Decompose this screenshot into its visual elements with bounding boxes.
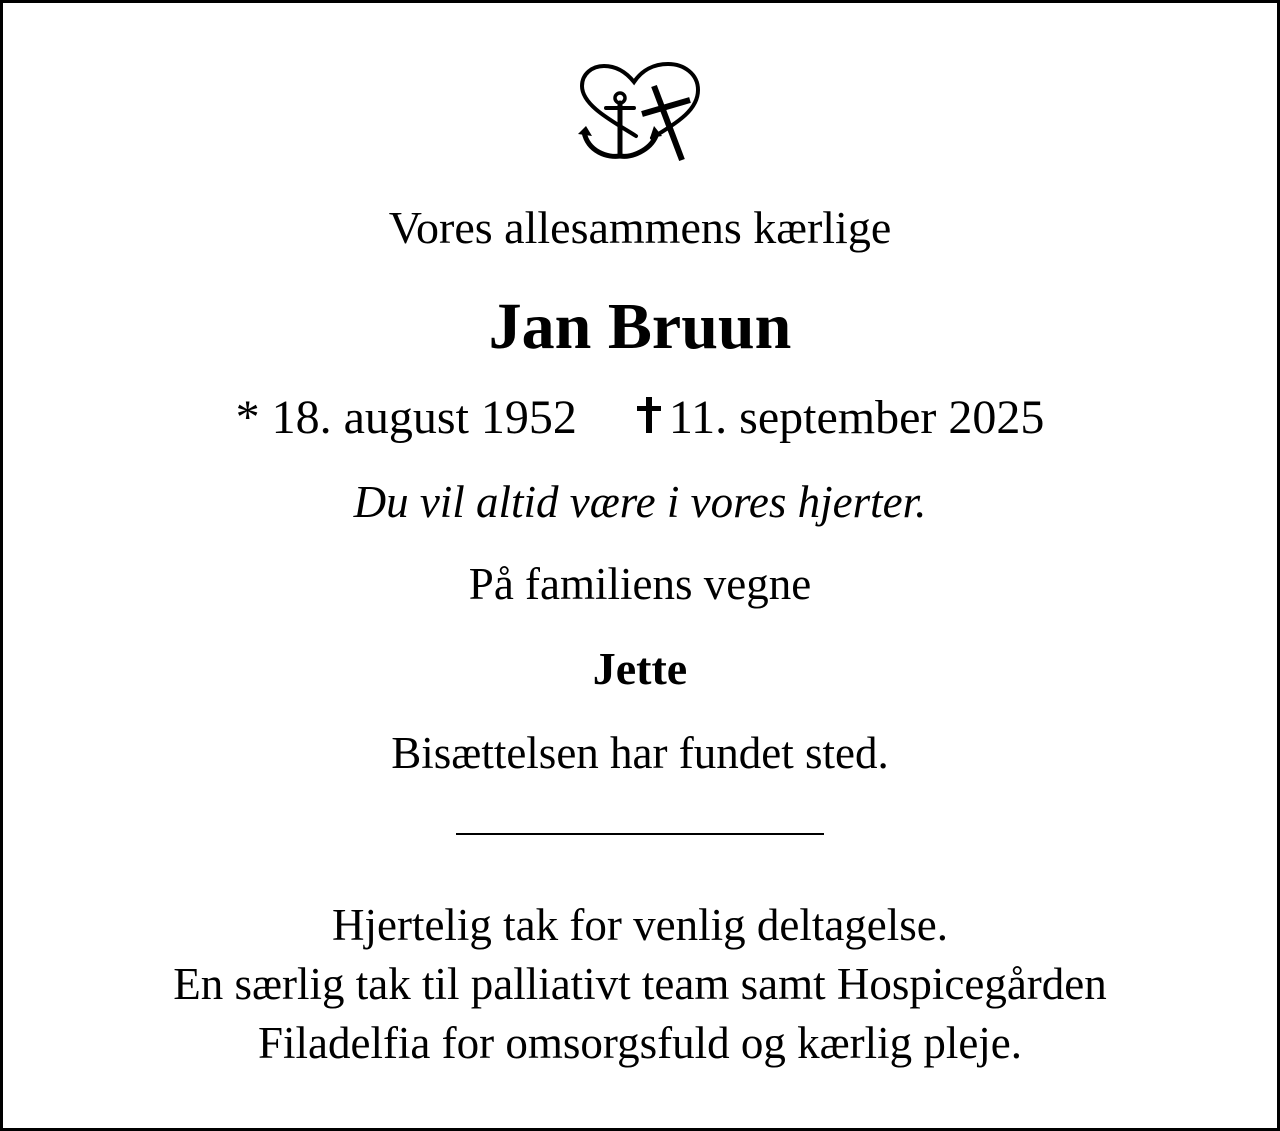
thanks-line: Filadelfia for omsorgsfuld og kærlig pleje. <box>257 1018 1023 1068</box>
heart-anchor-cross-icon <box>574 60 708 164</box>
divider-line <box>456 833 824 835</box>
death-date: 11. september 2025 <box>668 391 1045 444</box>
deceased-name: Jan Bruun <box>488 290 792 363</box>
intro-text: Vores allesammens kærlige <box>388 202 892 253</box>
motto-text: Du vil altid være i vores hjerter. <box>353 477 927 527</box>
signer-name: Jette <box>592 643 688 694</box>
thanks-line: En særlig tak til palliativt team samt Hospicegården <box>173 959 1107 1009</box>
life-dates <box>0 391 1280 444</box>
thanks-line: Hjertelig tak for venlig deltagelse. <box>331 900 949 950</box>
cross-icon <box>635 395 663 435</box>
birth-date: * 18. august 1952 <box>235 391 577 444</box>
on-behalf-text: På familiens vegne <box>468 559 812 609</box>
funeral-text: Bisættelsen har fundet sted. <box>391 728 889 778</box>
